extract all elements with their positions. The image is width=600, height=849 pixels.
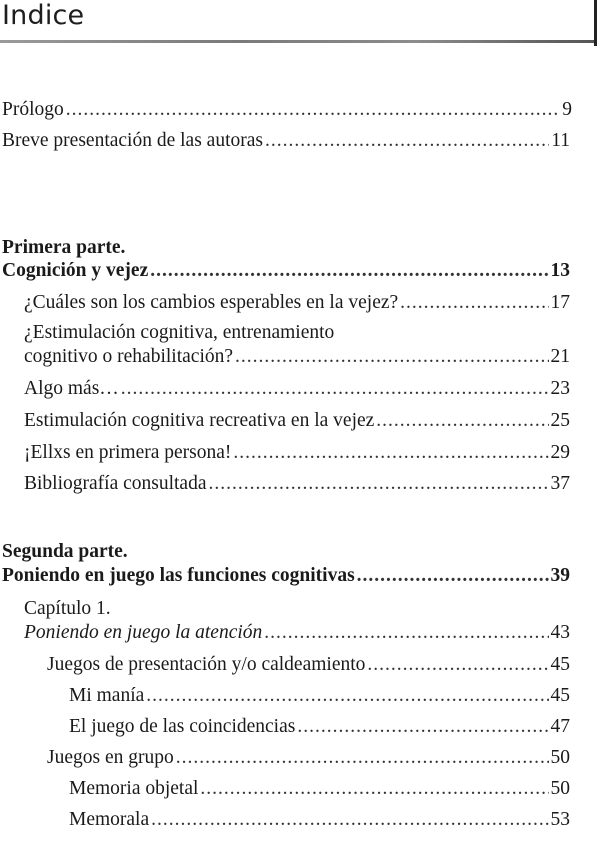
dot-leader <box>146 684 548 708</box>
part-heading-primera: Primera parte. <box>2 237 126 258</box>
toc-page-number: 45 <box>550 654 570 675</box>
toc-page-number: 11 <box>551 130 570 151</box>
toc-label: Poniendo en juego las funciones cognitivas <box>2 565 355 586</box>
toc-label: Poniendo en juego la atención <box>24 622 263 643</box>
toc-entry-cambios-esperables[interactable] <box>24 291 570 315</box>
toc-entry-estimulacion-recreativa[interactable] <box>24 409 570 433</box>
dot-leader <box>297 715 548 739</box>
toc-entry-mi-mania[interactable] <box>69 684 570 708</box>
dot-leader <box>265 129 549 153</box>
dot-leader <box>376 409 548 433</box>
toc-page-number: 43 <box>550 622 570 643</box>
toc-page-number: 53 <box>550 809 570 830</box>
toc-page-number: 13 <box>550 260 570 281</box>
toc-label: Juegos de presentación y/o caldeamiento <box>47 654 366 675</box>
toc-label: Juegos en grupo <box>47 747 174 768</box>
toc-entry-juegos-presentacion[interactable] <box>47 653 570 677</box>
toc-label: Breve presentación de las autoras <box>2 130 263 151</box>
toc-page-number: 29 <box>550 442 570 463</box>
toc-label: cognitivo o rehabilitación? <box>24 346 234 367</box>
toc-entry-estimulacion-rehabilitacion[interactable] <box>24 345 570 369</box>
corner-rule <box>594 0 597 46</box>
toc-label: Prólogo <box>2 99 64 120</box>
dot-leader <box>176 746 549 770</box>
chapter-heading: Capítulo 1. <box>24 598 111 619</box>
toc-label: ¡Ellxs en primera persona! <box>24 442 232 463</box>
toc-page-number: 21 <box>550 346 570 367</box>
toc-page-number: 17 <box>550 292 570 313</box>
part-heading-segunda: Segunda parte. <box>2 541 128 562</box>
toc-entry-breve-presentacion[interactable] <box>2 129 570 153</box>
dot-leader <box>357 564 549 588</box>
dot-leader <box>200 777 548 801</box>
toc-label: Bibliografía consultada <box>24 473 207 494</box>
toc-label: Estimulación cognitiva recreativa en la vejez <box>24 410 375 431</box>
dot-leader <box>233 441 548 465</box>
toc-page-number: 37 <box>550 473 570 494</box>
dot-leader <box>235 345 548 369</box>
dot-leader <box>209 472 549 496</box>
toc-page-number: 47 <box>550 716 570 737</box>
toc-label: Mi manía <box>69 685 145 706</box>
toc-entry-atencion[interactable] <box>24 621 570 645</box>
toc-page-number: 25 <box>550 410 570 431</box>
toc-entry-algo-mas[interactable] <box>24 377 570 401</box>
dot-leader <box>367 653 548 677</box>
title-underline <box>0 40 594 43</box>
toc-label: Cognición y vejez <box>2 260 149 281</box>
toc-label: Memorala <box>69 809 150 830</box>
dot-leader <box>66 98 560 122</box>
toc-entry-funciones-cognitivas[interactable] <box>2 564 570 588</box>
toc-label: Algo más… <box>24 378 119 399</box>
dot-leader <box>400 291 548 315</box>
toc-page-number: 23 <box>550 378 570 399</box>
toc-page-number: 45 <box>550 685 570 706</box>
dot-leader <box>150 259 548 283</box>
toc-entry-cognicion-y-vejez[interactable] <box>2 259 570 283</box>
toc-entry-memorala[interactable] <box>69 808 570 832</box>
toc-page-number: 9 <box>562 99 572 120</box>
toc-page-number: 50 <box>550 778 570 799</box>
toc-entry-juegos-en-grupo[interactable] <box>47 746 570 770</box>
toc-entry-memoria-objetal[interactable] <box>69 777 570 801</box>
toc-entry-ellxs[interactable] <box>24 441 570 465</box>
toc-page-number: 50 <box>550 747 570 768</box>
toc-label-continued: ¿Estimulación cognitiva, entrenamiento <box>24 322 335 343</box>
page-title: Indice <box>2 0 85 31</box>
toc-label: ¿Cuáles son los cambios esperables en la vejez? <box>24 292 399 313</box>
toc-entry-bibliografia[interactable] <box>24 472 570 496</box>
toc-label: Memoria objetal <box>69 778 199 799</box>
toc-label: El juego de las coincidencias <box>69 716 296 737</box>
toc-page-number: 39 <box>550 565 570 586</box>
dot-leader <box>121 377 549 401</box>
dot-leader <box>264 621 548 645</box>
toc-entry-coincidencias[interactable] <box>69 715 570 739</box>
dot-leader <box>151 808 548 832</box>
toc-entry-prologo[interactable] <box>2 98 572 122</box>
